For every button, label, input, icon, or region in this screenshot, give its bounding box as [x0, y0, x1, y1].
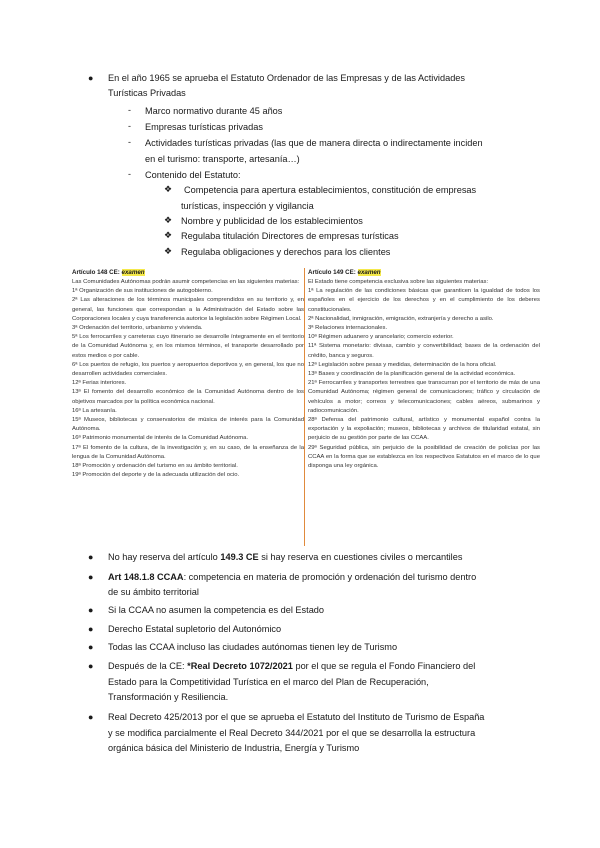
article-149-title: Artículo 149 CE: examen — [308, 269, 381, 276]
article-paragraph: El Estado tiene competencia exclusiva sobre las siguientes materias: — [308, 279, 489, 285]
bottom-item: No hay reserva del artículo 149.3 CE si hay reserva en cuestiones civiles o mercantiles — [108, 552, 463, 562]
diamond-item: Regulaba titulación Directores de empresas turísticas — [181, 231, 399, 241]
article-paragraph: 1ª La regulación de las condiciones básicas que garanticen la igualdad de todos los españoles en el ejercicio de los derechos y en el cumplimiento de los deberes constitucionales. — [308, 288, 540, 313]
article-paragraph: 3ª Relaciones internacionales. — [308, 325, 388, 332]
article-paragraph: 19ª Promoción del deporte y de la adecuada utilización del ocio. — [72, 472, 240, 479]
examen-highlight: examen — [121, 269, 145, 276]
article-paragraph: 11ª Sistema monetario: divisas, cambio y convertibilidad; bases de la ordenación del crédito, banca y seguros. — [308, 343, 540, 359]
bottom-item: Derecho Estatal supletorio del Autonómico — [108, 624, 282, 634]
bottom-item: Real Decreto 425/2013 por el que se aprueba el Estatuto del Instituto de Turismo de España — [108, 712, 485, 722]
article-paragraph: 2ª Las alteraciones de los términos municipales comprendidos en su territorio y, en general, las funciones que correspondan a la Administración del Estado sobre las Corporaciones locales y cuya transferencia autorice la legislación sobre Régimen Local. — [72, 297, 304, 322]
article-paragraph: 18ª Promoción y ordenación del turismo en su ámbito territorial. — [72, 463, 238, 470]
article-paragraph: 10ª Régimen aduanero y arancelario; comercio exterior. — [308, 334, 454, 341]
article-paragraph: 16ª Patrimonio monumental de interés de la Comunidad Autónoma. — [72, 435, 249, 442]
bottom-item-cont: de su ámbito territorial — [108, 587, 199, 597]
article-paragraph: 6ª Los puertos de refugio, los puertos y aeropuertos deportivos y, en general, los que no desarrollen actividades comerciales. — [72, 361, 304, 378]
dash-item: Empresas turísticas privadas — [145, 122, 263, 132]
dash-icon: - — [128, 121, 131, 131]
column-divider — [304, 268, 305, 546]
article-paragraph: 12ª Ferias interiores. — [72, 380, 127, 387]
article-149-body — [308, 278, 540, 471]
article-148-column — [72, 268, 304, 546]
article-paragraph: 13ª El fomento del desarrollo económico de la Comunidad Autónoma dentro de los objetivos marcados por la política económica nacional. — [72, 389, 304, 405]
intro-line-2: Turísticas Privadas — [108, 88, 186, 98]
diamond-icon: ❖ — [164, 246, 173, 256]
article-paragraph: 5ª Los ferrocarriles y carreteras cuyo itinerario se desarrolle íntegramente en el territorio de la Comunidad Autónoma y, en los mismos términos, el transporte desarrollado por estos medios o por cable. — [72, 334, 304, 359]
article-paragraph: 21ª Ferrocarriles y transportes terrestres que transcurran por el territorio de más de una Comunidad Autónoma; régimen general de comunicaciones; tráfico y circulación de vehículos a motor; correos y telecomunicaciones; cables aéreos, submarinos y radiocomunicación. — [308, 380, 540, 414]
bottom-item: Todas las CCAA incluso las ciudades autónomas tienen ley de Turismo — [108, 642, 398, 652]
dash-item: Contenido del Estatuto: — [145, 170, 241, 180]
article-paragraph: 12ª Legislación sobre pesas y medidas, determinación de la hora oficial. — [308, 361, 497, 368]
diamond-icon: ❖ — [164, 184, 173, 194]
dash-item: Marco normativo durante 45 años — [145, 106, 283, 116]
examen-highlight: examen — [357, 269, 381, 276]
article-paragraph: 17ª El fomento de la cultura, de la investigación y, en su caso, de la enseñanza de la lengua de la Comunidad Autónoma. — [72, 444, 304, 460]
dash-item-cont: en el turismo: transporte, artesanía…) — [145, 154, 300, 164]
bottom-item-cont: Estado para la Competitividad Turística en el marco del Plan de Recuperación, — [108, 677, 429, 687]
bottom-item-cont: y se modifica parcialmente el Real Decreto 344/2021 por el que se desarrolla la estructura — [108, 728, 476, 738]
bullet-icon: ● — [88, 712, 94, 722]
bullet-icon: ● — [88, 642, 94, 652]
diamond-icon: ❖ — [164, 215, 173, 225]
diamond-icon: ❖ — [164, 230, 173, 240]
bullet-icon: ● — [88, 624, 94, 634]
article-paragraph: 2ª Nacionalidad, inmigración, emigración, extranjería y derecho a asilo. — [308, 315, 494, 322]
dash-icon: - — [128, 169, 131, 179]
intro-line-1: En el año 1965 se aprueba el Estatuto Ordenador de las Empresas y de las Actividades — [108, 73, 466, 83]
diamond-item: Nombre y publicidad de los establecimientos — [181, 216, 363, 226]
article-paragraph: 29ª Seguridad pública, sin perjuicio de la posibilidad de creación de policías por las CCAA en la forma que se establezca en los respectivos Estatutos en el marco de lo que disponga una ley orgánica. — [308, 444, 540, 470]
diamond-item: Competencia para apertura establecimientos, constitución de empresas — [184, 185, 477, 195]
article-paragraph: Las Comunidades Autónomas podrán asumir competencias en las siguientes materias: — [72, 279, 300, 285]
bullet-icon: ● — [88, 572, 94, 582]
bullet-icon: ● — [88, 73, 94, 83]
bottom-item: Después de la CE: *Real Decreto 1072/2021 por el que se regula el Fondo Financiero del — [108, 661, 476, 671]
bullet-icon: ● — [88, 552, 94, 562]
article-paragraph: 28ª Defensa del patrimonio cultural, artístico y monumental español contra la exportación y la expoliación; museos, bibliotecas y archivos de titularidad estatal, sin perjuicio de su gestión por parte de las CCAA. — [308, 417, 540, 442]
article-paragraph: 13ª Bases y coordinación de la planificación general de la actividad económica. — [308, 371, 516, 378]
article-148-title: Artículo 148 CE: examen — [72, 269, 145, 276]
bottom-item-cont: Transformación y Resiliencia. — [108, 692, 229, 702]
article-paragraph: 16ª La artesanía. — [72, 407, 117, 414]
bottom-item: Si la CCAA no asumen la competencia es del Estado — [108, 605, 325, 615]
article-148-body — [72, 278, 304, 480]
dash-icon: - — [128, 137, 131, 147]
bottom-item: Art 148.1.8 CCAA: competencia en materia de promoción y ordenación del turismo dentro — [108, 572, 477, 582]
diamond-item: Regulaba obligaciones y derechos para los clientes — [181, 247, 391, 257]
dash-icon: - — [128, 105, 131, 115]
dash-item: Actividades turísticas privadas (las que de manera directa o indirectamente inciden — [145, 138, 483, 148]
bullet-icon: ● — [88, 661, 94, 671]
article-paragraph: 3ª Ordenación del territorio, urbanismo y vivienda. — [72, 325, 203, 332]
bullet-icon: ● — [88, 605, 94, 615]
diamond-item-cont: turísticas, inspección y vigilancia — [181, 201, 314, 211]
article-paragraph: 15ª Museos, bibliotecas y conservatorios de música de interés para la Comunidad Autónoma. — [72, 417, 304, 433]
article-paragraph: 1ª Organización de sus instituciones de autogobierno. — [72, 288, 213, 295]
bottom-item-cont: orgánica básica del Ministerio de Industria, Energía y Turismo — [108, 743, 360, 753]
article-149-column — [308, 268, 540, 546]
